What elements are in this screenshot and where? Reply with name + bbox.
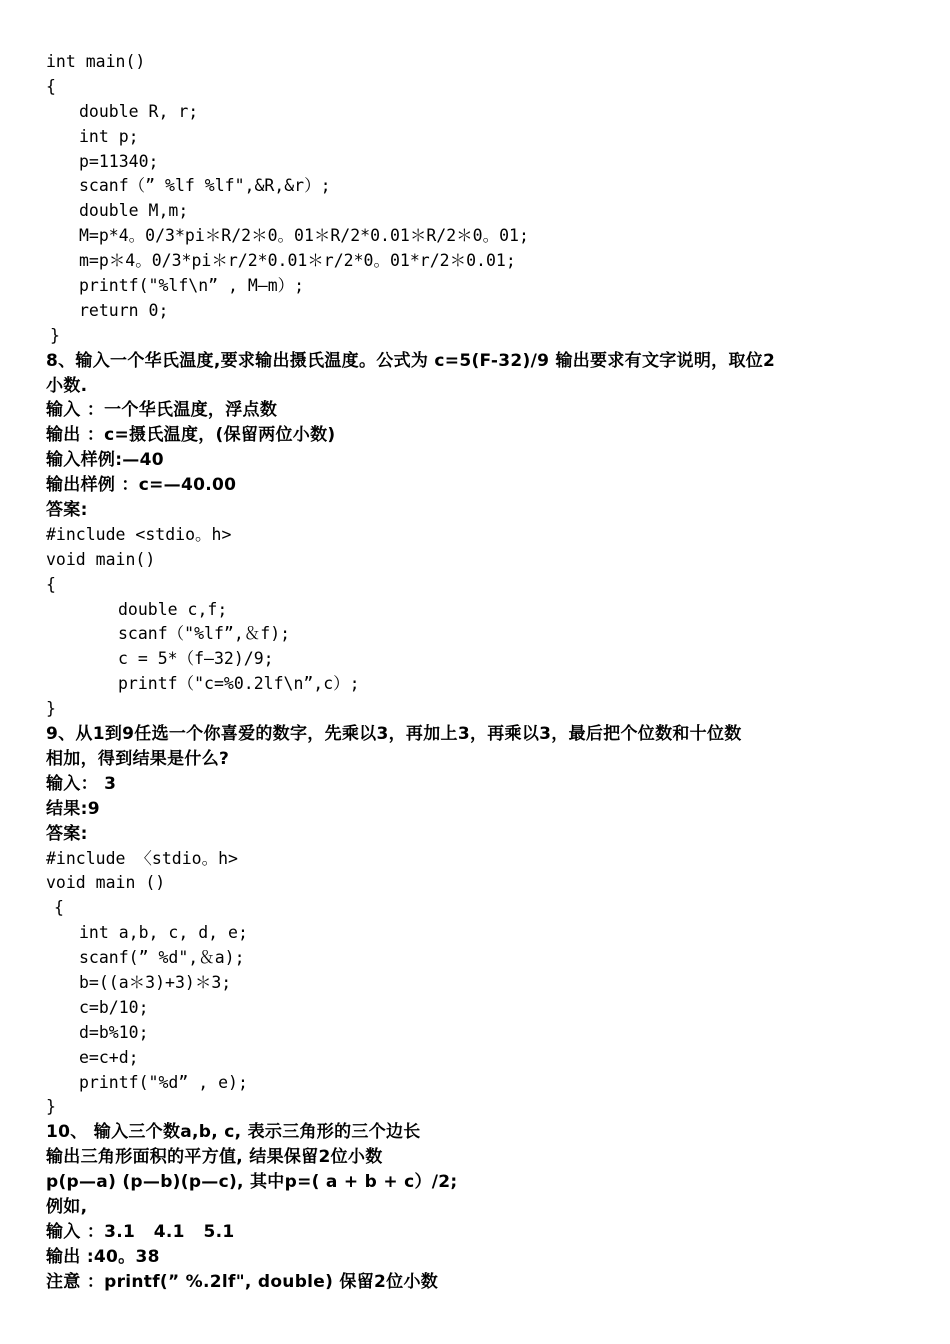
- code-line: scanf（"%lf”,＆f);: [118, 624, 291, 644]
- code-line: printf("%d” , e);: [79, 1072, 248, 1092]
- sample-output: 输出样例 ：c=—40.00: [46, 475, 237, 496]
- code-line: int a,b, c, d, e;: [79, 923, 248, 943]
- question-8-text-cont: 小数.: [46, 375, 88, 396]
- sample-input: 输入样例:—40: [46, 450, 164, 471]
- formula: p(p—a) (p—b)(p—c), 其中p=( a + b + c）/2;: [46, 1172, 458, 1193]
- output-description: 输出 ：c=摄氏温度，(保留两位小数): [46, 425, 336, 446]
- code-line: }: [46, 699, 56, 719]
- answer-label: 答案:: [46, 823, 88, 844]
- note: 注意 ：printf(” %.2lf", double) 保留2位小数: [46, 1271, 439, 1292]
- code-line: m=p＊4。0/3*pi＊r/2*0.01＊r/2*0。01*r/2＊0.01;: [79, 251, 516, 271]
- code-line: int p;: [79, 126, 139, 146]
- code-line: printf（"c=%0.2lf\n”,c）;: [118, 674, 360, 694]
- code-line: }: [50, 325, 60, 345]
- code-line: }: [46, 1097, 56, 1117]
- sample-input: 输入： 3: [46, 773, 117, 794]
- code-line: int main(): [46, 52, 146, 71]
- question-8-text: 8、输入一个华氏温度,要求输出摄氏温度。公式为 c=5(F-32)/9 输出要求有文字说明，取位2: [46, 350, 776, 371]
- code-line: void main (): [46, 873, 166, 893]
- question-9-text: 9、从1到9任选一个你喜爱的数字，先乘以3，再加上3，再乘以3，最后把个位数和十位数: [46, 724, 742, 745]
- code-line: e=c+d;: [79, 1047, 139, 1067]
- question-10-text: 10、 输入三个数a,b, c, 表示三角形的三个边长: [46, 1122, 421, 1143]
- question-9-text-cont: 相加，得到结果是什么?: [46, 748, 230, 769]
- sample-input: 输入 ：3.1 4.1 5.1: [46, 1221, 235, 1242]
- code-line: #include <stdio。h>: [46, 524, 232, 544]
- answer-label: 答案:: [46, 500, 88, 521]
- example-label: 例如,: [46, 1196, 88, 1217]
- code-line: c = 5*（f—32)/9;: [118, 649, 274, 669]
- code-line: {: [54, 898, 64, 918]
- document-page: [46, 50, 916, 1295]
- code-line: void main(): [46, 549, 156, 569]
- code-line: M=p*4。0/3*pi＊R/2＊0。01＊R/2*0.01＊R/2＊0。01;: [79, 226, 529, 246]
- input-description: 输入 ：一个华氏温度，浮点数: [46, 400, 278, 421]
- code-line: {: [46, 76, 56, 96]
- code-line: double c,f;: [118, 599, 228, 619]
- code-line: double R, r;: [79, 101, 199, 121]
- question-10-text-cont: 输出三角形面积的平方值, 结果保留2位小数: [46, 1147, 383, 1168]
- sample-output: 输出 :40。38: [46, 1246, 160, 1267]
- code-line: printf("%lf\n” , M—m）;: [79, 276, 305, 296]
- code-line: p=11340;: [79, 151, 159, 171]
- code-line: b=((a＊3)+3)＊3;: [79, 972, 232, 992]
- code-line: {: [46, 574, 56, 594]
- code-line: return 0;: [79, 300, 169, 320]
- code-line: scanf(” %d",＆a);: [79, 948, 245, 968]
- code-line: #include 〈stdio。h>: [46, 848, 238, 868]
- code-line: c=b/10;: [79, 997, 149, 1017]
- code-line: double M,m;: [79, 201, 189, 221]
- code-line: d=b%10;: [79, 1022, 149, 1042]
- code-line: scanf（” %lf %lf",&R,&r）;: [79, 176, 331, 196]
- sample-result: 结果:9: [46, 798, 100, 819]
